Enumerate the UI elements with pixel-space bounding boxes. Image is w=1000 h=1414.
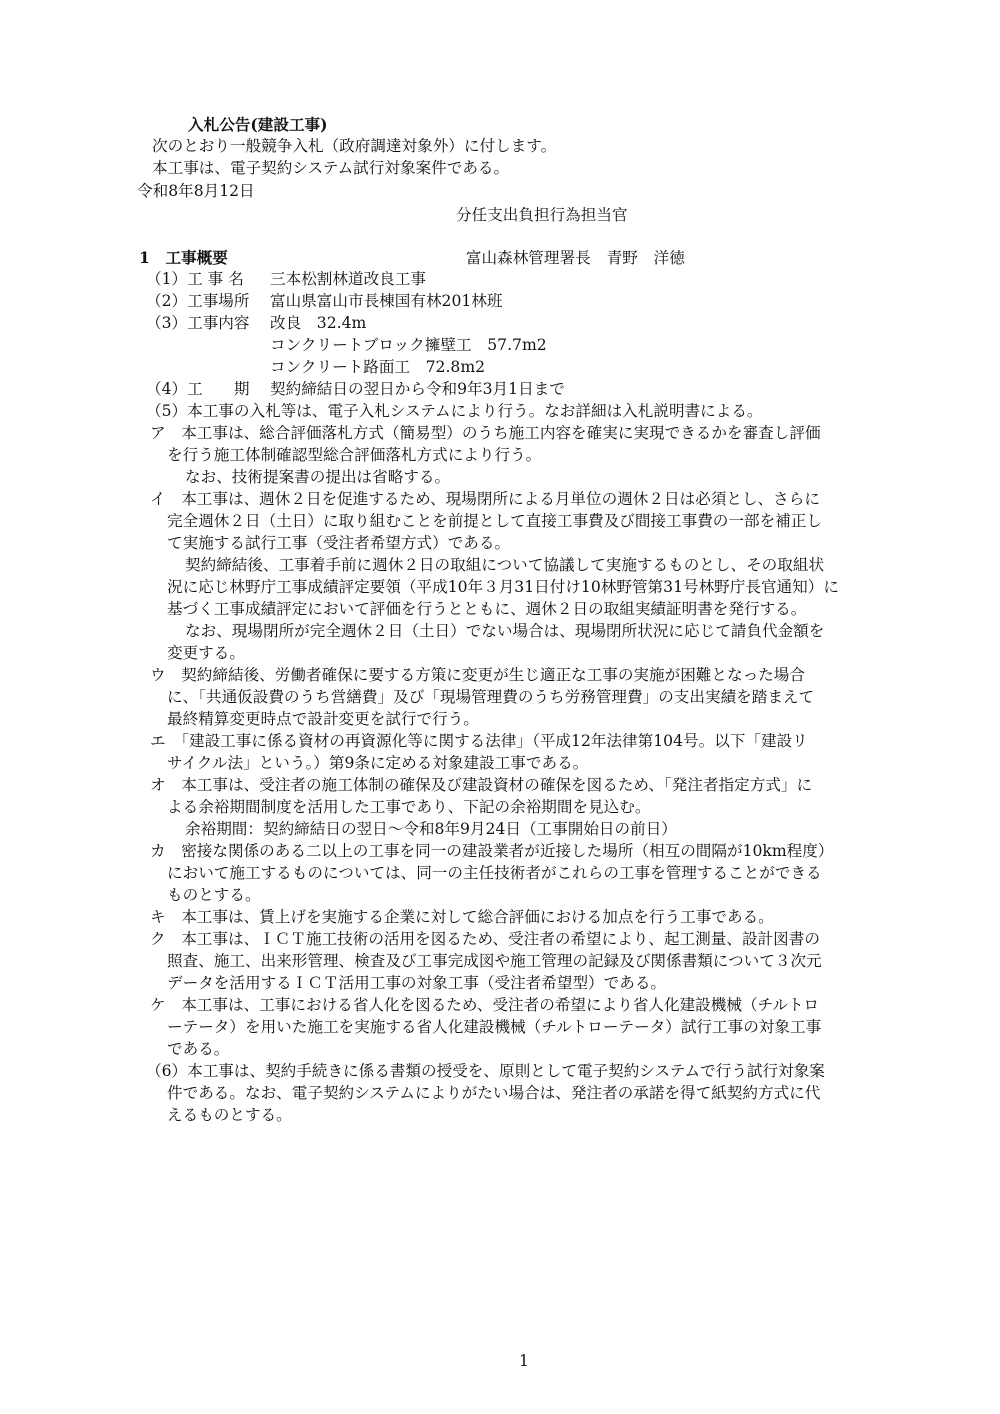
item-3-value-2: コンクリートブロック擁壁工 57.7m2 [270,336,547,354]
sub-a-line-1: ア 本工事は、総合評価落札方式（簡易型）のうち施工内容を確実に実現できるかを審査し評価 [150,424,821,442]
sub-o-line-3: 余裕期間：契約締結日の翌日～令和8年9月24日（工事開始日の前日） [185,820,677,838]
sub-i-line-8: 変更する。 [167,644,245,662]
item-1-label: （1）工 事 名 [146,270,244,288]
sub-ka-line-3: ものとする。 [167,886,261,904]
sub-i-line-4: 契約締結後、工事着手前に週休２日の取組について協議して実施するものとし、その取組状 [185,556,825,574]
sub-i-line-3: て実施する試行工事（受注者希望方式）である。 [167,534,511,552]
item-6-line-2: 件である。なお、電子契約システムによりがたい場合は、発注者の承諾を得て紙契約方式に代 [167,1084,821,1102]
sub-e-line-1: エ 「建設工事に係る資材の再資源化等に関する法律」（平成12年法律第104号。以下「建設リ [150,732,808,750]
sub-ku-line-1: ク 本工事は、ＩＣＴ施工技術の活用を図るため、受注者の希望により、起工測量、設計図書の [150,930,820,948]
issuer-line [456,227,685,269]
sub-i-line-5: 況に応じ林野庁工事成績評定要領（平成10年３月31日付け10林野管第31号林野庁長官通知）に [167,578,839,596]
sub-ke-line-2: ーテータ）を用いた施工を実施する省人化建設機械（チルトローテータ）試行工事の対象工事 [167,1018,822,1036]
sub-u-line-1: ウ 契約締結後、労働者確保に要する方策に変更が生じ適正な工事の実施が困難となった場合 [150,666,805,684]
item-6-line-3: えるものとする。 [167,1106,292,1124]
sub-u-line-2: に、「共通仮設費のうち営繕費」及び「現場管理費のうち労務管理費」の支出実績を踏まえて [167,688,815,706]
sub-i-line-2: 完全週休２日（土日）に取り組むことを前提として直接工事費及び間接工事費の一部を補正し [167,512,822,530]
notice-date: 令和8年8月12日 [137,182,255,200]
sub-ke-line-3: である。 [167,1040,230,1058]
sub-u-line-3: 最終精算変更時点で設計変更を試行で行う。 [167,710,479,728]
item-1-value: 三本松割林道改良工事 [270,270,426,288]
sub-o-line-1: オ 本工事は、受注者の施工体制の確保及び建設資材の確保を図るため、「発注者指定方式」に [150,776,813,794]
sub-ka-line-2: において施工するものについては、同一の主任技術者がこれらの工事を管理することができる [167,864,822,882]
intro-line-1: 次のとおり一般競争入札（政府調達対象外）に付します。 [152,137,557,155]
item-2-label: （2）工事場所 [146,292,250,310]
sub-ku-line-3: データを活用するＩＣＴ活用工事の対象工事（受注者希望型）である。 [167,974,667,992]
sub-o-line-2: よる余裕期間制度を活用した工事であり、下記の余裕期間を見込む。 [167,798,651,816]
issuer-role: 分任支出負担行為担当官 [456,206,628,224]
notice-title: 入札公告(建設工事) [188,115,328,134]
item-5: （5）本工事の入札等は、電子入札システムにより行う。なお詳細は入札説明書による。 [146,402,763,420]
sub-ka-line-1: カ 密接な関係のある二以上の工事を同一の建設業者が近接した場所（相互の間隔が10km程度） [150,842,834,860]
section-heading: 1 工事概要 [139,248,228,267]
sub-i-line-1: イ 本工事は、週休２日を促進するため、現場閉所による月単位の週休２日は必須とし、さらに [150,490,820,508]
item-6-line-1: （6）本工事は、契約手続きに係る書類の授受を、原則として電子契約システムで行う試行対象案 [146,1062,825,1080]
sub-e-line-2: サイクル法」という。）第9条に定める対象建設工事である。 [167,754,589,772]
sub-i-line-6: 基づく工事成績評定において評価を行うとともに、週休２日の取組実績証明書を発行する。 [167,600,807,618]
sub-ku-line-2: 照査、施工、出来形管理、検査及び工事完成図や施工管理の記録及び関係書類について３次元 [167,952,822,970]
item-2-value: 富山県富山市長棟国有林201林班 [270,292,503,310]
sub-a-line-3: なお、技術提案書の提出は省略する。 [185,468,451,486]
issuer-org: 富山森林管理署長 [465,249,591,267]
item-4-value: 契約締結日の翌日から令和9年3月1日まで [270,380,565,398]
sub-a-line-2: を行う施工体制確認型総合評価落札方式により行う。 [167,446,542,464]
page-number: 1 [519,1352,529,1370]
sub-ke-line-1: ケ 本工事は、工事における省人化を図るため、受注者の希望により省人化建設機械（チルトロ [150,996,820,1014]
item-3-value-3: コンクリート路面工 72.8m2 [270,358,486,376]
issuer-name: 青野 洋徳 [606,249,685,267]
sub-ki-line-1: キ 本工事は、賃上げを実施する企業に対して総合評価における加点を行う工事である。 [150,908,774,926]
sub-i-line-7: なお、現場閉所が完全週休２日（土日）でない場合は、現場閉所状況に応じて請負代金額を [185,622,825,640]
item-4-label: （4）工 期 [146,380,250,398]
item-3-value-1: 改良 32.4m [270,314,367,332]
intro-line-2: 本工事は、電子契約システム試行対象案件である。 [152,159,510,177]
item-3-label: （3）工事内容 [146,314,250,332]
